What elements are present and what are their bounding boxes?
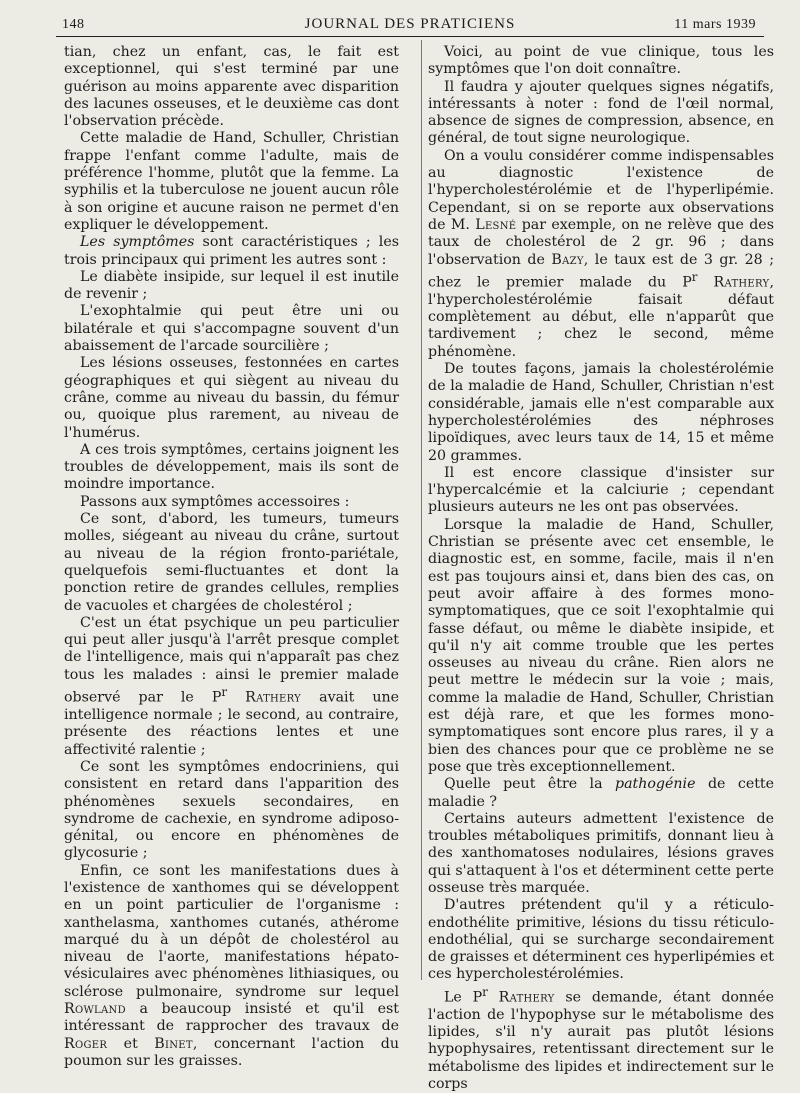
author-name: Lesné [475,216,517,233]
running-header [56,14,764,37]
author-name: Binet [154,1035,193,1052]
paragraph: On a voulu considérer comme indispensables au diagnostic l'existence de l'hypercholestérolémie et de l'hyperlipémie. Cependant, si on se reporte aux observations de M. Lesné par exemple, on ne relève que des taux de cholestérol de 2 gr. 96 ; dans l'observation de Bazy, le taux est de 3 gr. 28 ; chez le premier malade du $P^r$ Rathery, l'hypercholestérolémie faisait défaut complètement au début, elle n'apparût que tardivement ; chez le second, même phénomène. [428,147,774,360]
paragraph: Ce sont les symptômes endocriniens, qui consistent en retard dans l'apparition des phénomènes sexuels secondaires, en syndrome de cachexie, en syndrome adiposo-génital, ou encore en phénomènes de glycosurie ; [64,758,399,862]
paragraph: Enfin, ce sont les manifestations dues à l'existence de xanthomes qui se développent en un point particulier de l'organisme : xanthelasma, xanthomes cutanés, athérome marqué du à un dépôt de cholestérol au niveau de l'aorte, manifestations hépato-vésiculaires avec phénomènes lithiasiques, ou sclérose pulmonaire, syndrome sur lequel Rowland a beaucoup insisté et qu'il est intéressant de rapprocher des travaux de Roger et Binet, concernant l'action du poumon sur les graisses. [64,862,399,1069]
right-column [428,44,774,1093]
paragraph: Lorsque la maladie de Hand, Schuller, Christian se présente avec cet ensemble, le diagnostic est, en somme, facile, mais il n'en est pas toujours ainsi et, dans bien des cas, on peut avoir affaire à des formes mono-symptomatiques, que ce soit l'exophtalmie qui fasse défaut, ou même le diabète insipide, et qu'il n'y ait comme trouble que les pertes osseuses au niveau du crâne. Rien alors ne peut mettre le médecin sur la voie ; mais, comme la maladie de Hand, Schuller, Christian est déjà rare, et que les formes mono-symptomatiques sont encore plus rares, il y a bien des chances pour que ce problème ne se pose que très exceptionnellement. [428,516,774,775]
paragraph: Cette maladie de Hand, Schuller, Christian frappe l'enfant comme l'adulte, mais de préférence l'homme, plutôt que la femme. La syphilis et la tuberculose ne jouent aucun rôle à son origine et aucune raison ne permet d'en expliquer le développement. [64,130,399,233]
author-name: Rathery [713,274,770,291]
paragraph: Les lésions osseuses, festonnées en cartes géographiques et qui siègent au niveau du crâne, comme au niveau du bassin, du fémur ou, quoique plus rarement, au niveau de l'humérus. [64,355,399,441]
paragraph: Passons aux symptômes accessoires : [80,493,350,510]
paragraph: Le diabète insipide, sur lequel il est inutile de revenir ; [64,268,399,303]
author-name: Rowland [64,1001,126,1018]
journal-title: JOURNAL DES PRATICIENS [304,16,516,32]
column-divider [421,40,422,980]
italic-phrase: pathogénie [615,776,696,793]
author-name: Rathery [498,989,555,1006]
paragraph: Voici, au point de vue clinique, tous les symptômes que l'on doit connaître. [428,44,774,78]
paragraph: Certains auteurs admettent l'existence de troubles métaboliques primitifs, donnant lieu à des xanthomatoses nodulaires, lésions graves qui s'attaquent à l'os et déterminent cette perte osseuse très marquée. [428,810,774,896]
author-name: Rathery [245,689,302,706]
paragraph: L'exophtalmie qui peut être uni ou bilatérale et qui s'accompagne souvent d'un abaissement de l'arcade sourcilière ; [64,303,399,355]
author-name: Roger [64,1035,108,1052]
paragraph: C'est un état psychique un peu particulier qui peut aller jusqu'à l'arrêt presque complet de l'intelligence, mais qui n'apparaît pas chez tous les malades : ainsi le premier malade observé par le $P^r$ Rathery avait une intelligence normale ; le second, au contraire, présente des réactions lentes et une affectivité ralentie ; [64,614,400,758]
left-column [64,44,399,1070]
paragraph: De toutes façons, jamais la cholestérolémie de la maladie de Hand, Schuller, Christian n'est considérable, jamais elle n'est comparable aux hypercholestérolémies des néphroses lipoïdiques, avec leurs taux de 14, 15 et même 20 grammes. [428,361,774,464]
paragraph: Le $P^r$ Rathery se demande, étant donnée l'action de l'hypophyse sur le métabolisme des lipides, s'il n'y aurait pas plutôt lésions hypophysaires, retentissant directement sur le métabolisme des lipides et indirectement sur le corps [428,984,775,1092]
paragraph: tian, chez un enfant, cas, le fait est exceptionnel, qui s'est terminé par une guérison au moins apparente avec disparition des lacunes osseuses, et le deuxième cas dont l'observation précède. [64,44,399,130]
paragraph: D'autres prétendent qu'il y a réticulo-endothélite primitive, lésions du tissu réticulo-endothélial, qui se surcharge secondairement de graisses et déterminent ces hyperlipémies et ces hypercholestérolémies. [428,897,774,983]
issue-date: 11 mars 1939 [674,17,756,32]
paragraph: Quelle peut être la pathogénie de cette maladie ? [428,776,775,810]
page-number: 148 [62,17,85,32]
paragraph: Ce sont, d'abord, les tumeurs, tumeurs molles, siégeant au niveau du crâne, surtout au niveau de la région fronto-pariétale, quelquefois semi-fluctuantes et dont la ponction retire de grandes cellules, remplies de vacuoles et chargées de cholestérol ; [64,511,399,614]
paragraph: A ces trois symptômes, certains joignent les troubles de développement, mais ils sont de moindre importance. [64,441,399,493]
paragraph: Les symptômes sont caractéristiques ; les trois principaux qui priment les autres sont : [64,234,400,268]
paragraph: Il faudra y ajouter quelques signes négatifs, intéressants à noter : fond de l'œil normal, absence de signes de compression, absence, en général, de tout signe neurologique. [428,78,774,147]
author-name: Bazy [551,251,584,268]
italic-phrase: Les symptômes [80,234,195,251]
paragraph: Il est encore classique d'insister sur l'hypercalcémie et la calciurie ; cependant plusieurs auteurs ne les ont pas observées. [428,464,774,516]
